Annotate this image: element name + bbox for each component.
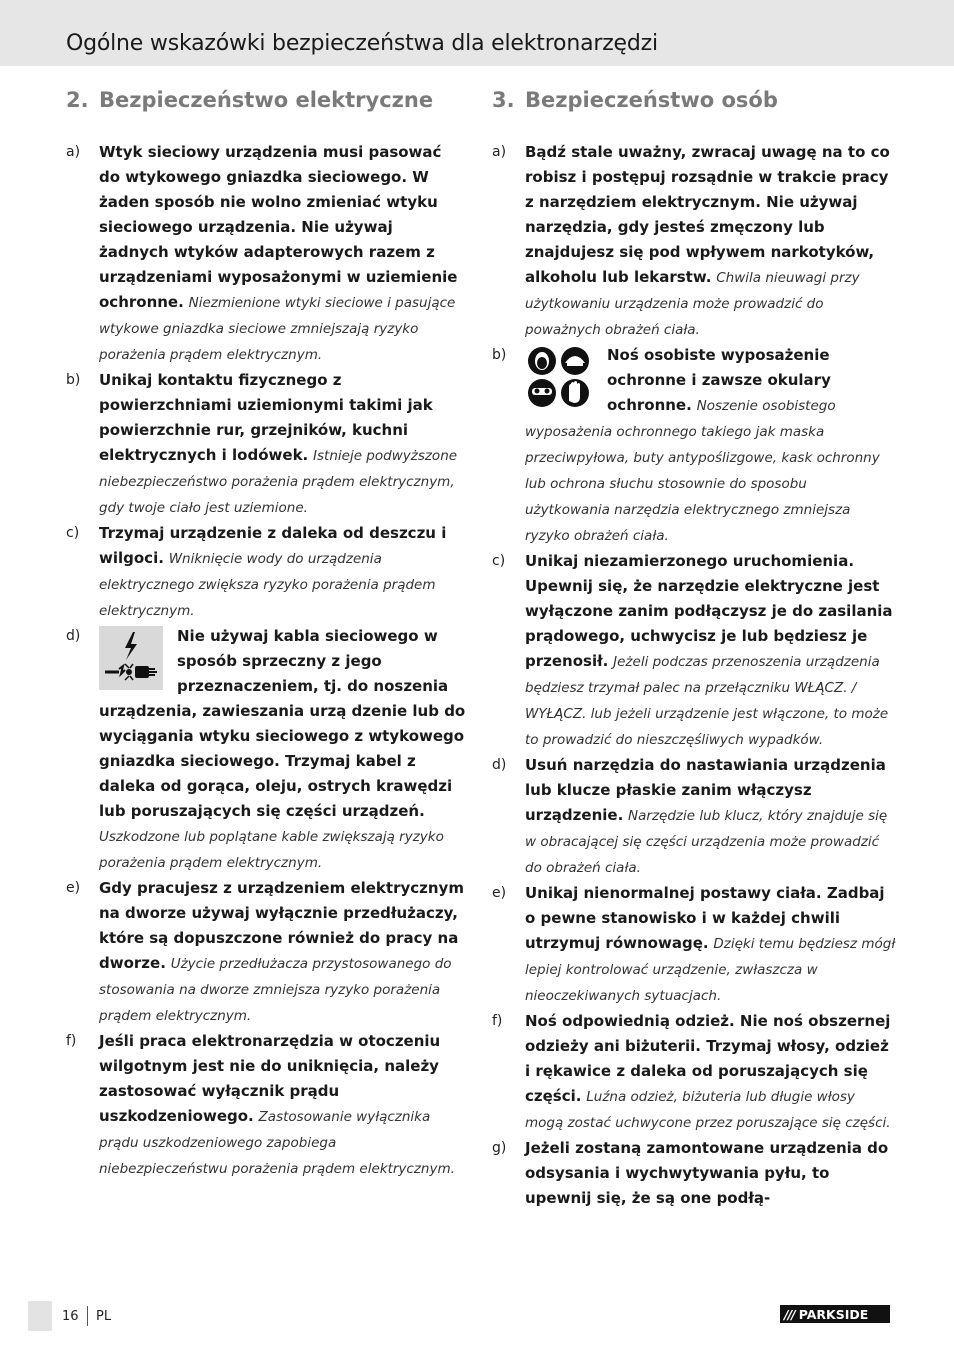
item-bold-text: Gdy pracujesz z urządzeniem elektrycznym na dworze używaj wyłącznie przedłużaczy, które są dopuszczone również do pracy na dworze.: [99, 879, 464, 972]
section-title-electrical: [66, 84, 466, 120]
item-letter: d): [492, 757, 507, 773]
right-column: [492, 84, 896, 1211]
item-letter: f): [492, 1013, 503, 1029]
item-bold-text: Unikaj niezamierzonego uruchomienia. Upewnij się, że narzędzie elektryczne jest wyłączone zanim podłączysz je do zasilania prądowego, uchwycisz je lub będziesz je przenosił.: [525, 552, 893, 670]
item-letter: e): [66, 880, 81, 896]
item-bold-text: Unikaj nienormalnej postawy ciała. Zadbaj o pewne stanowisko i w każdej chwili utrzymuj równowagę.: [525, 884, 885, 952]
language-code: PL: [96, 1309, 112, 1324]
item-letter: d): [66, 628, 81, 644]
list-item: [492, 140, 896, 343]
protective-equipment-icon: [525, 345, 593, 409]
item-italic-text: Chwila nieuwagi przy użytkowaniu urządzenia może prowadzić do poważnych obrażeń ciała.: [525, 270, 860, 338]
logo-text: PARKSIDE: [798, 1306, 869, 1322]
item-italic-text: Zastosowanie wyłącznika prądu uszkodzeniowego zapobiega niebezpieczeństwu porażenia prądem elektrycznym.: [99, 1109, 455, 1177]
list-item: [492, 1136, 896, 1211]
logo-stripes: ///: [784, 1306, 795, 1322]
item-letter: g): [492, 1140, 507, 1156]
item-bold-text: Noś odpowiednią odzież. Nie noś obszernej odzieży ani biżuterii. Trzymaj włosy, odzież i rękawice z daleka od poruszających się części.: [525, 1012, 891, 1105]
item-bold-text: Noś osobiste wyposażenie ochronne i zawsze okulary ochronne.: [607, 346, 831, 414]
item-bold-text: Trzymaj urządzenie z daleka od deszczu i wilgoci.: [99, 524, 447, 567]
item-italic-text: Dzięki temu będziesz mógł lepiej kontrolować urządzenie, zwłaszcza w nieoczekiwanych sytuacjach.: [525, 936, 896, 1004]
list-item: [492, 753, 896, 881]
list-item: [66, 876, 466, 1029]
item-letter: e): [492, 885, 507, 901]
item-letter: b): [492, 347, 507, 363]
item-bold-text: Bądź stale uważny, zwracaj uwagę na to co robisz i postępuj rozsądnie w trakcie pracy z narzędziem elektrycznym. Nie używaj narzędzia, gdy jesteś zmęczony lub znajdujesz się pod wpływem narkotyków, alkoholu lub lekarstw.: [525, 143, 890, 286]
section-title-text: Bezpieczeństwo osób: [525, 88, 778, 112]
left-column: [66, 84, 466, 1182]
section-number: 2.: [66, 88, 89, 112]
item-bold-text: Wtyk sieciowy urządzenia musi pasować do wtykowego gniazdka sieciowego. W żaden sposób nie wolno zmieniać wtyku sieciowego urządzenia. Nie używaj żadnych wtyków adapterowych razem z urządzeniami wyposażonymi w uziemienie ochronne.: [99, 143, 458, 311]
page-title: Ogólne wskazówki bezpieczeństwa dla elektronarzędzi: [66, 31, 658, 56]
footer-marker: [28, 1301, 52, 1331]
item-italic-text: Noszenie osobistego wyposażenia ochronnego takiego jak maska przeciwpyłowa, buty antypoślizgowe, kask ochronny lub ochrona słuchu stosownie do sposobu użytkowania narzędzia elektrycznego zmniejsza ryzyko obrażeń ciała.: [525, 398, 880, 544]
item-bold-text: Nie używaj kabla sieciowego w sposób sprzeczny z jego przeznaczeniem, tj. do noszenia urządzenia, zawieszania urzą dzenie lub do wyciągania wtyku sieciowego z wtykowego gniazdka sieciowego. Trzymaj kabel z daleka od gorąca, oleju, ostrych krawędzi lub poruszających się części urządzeń.: [99, 627, 466, 820]
item-letter: b): [66, 372, 81, 388]
item-italic-text: Luźna odzież, biżuteria lub długie włosy mogą zostać uchwycone przez poruszające się części.: [525, 1089, 891, 1131]
header-bar: [0, 0, 954, 66]
damaged-cable-warning-icon: [99, 626, 163, 690]
item-bold-text: Unikaj kontaktu fizycznego z powierzchniami uziemionymi takimi jak powierzchnie rur, grzejników, kuchni elektrycznych i lodówek.: [99, 371, 433, 464]
item-bold-text: Jeżeli zostaną zamontowane urządzenia do odsysania i wychwytywania pyłu, to upewnij się, że są one podłą-: [525, 1139, 889, 1207]
list-item: [66, 140, 466, 368]
item-bold-text: Usuń narzędzia do nastawiania urządzenia lub klucze płaskie zanim włączysz urządzenie.: [525, 756, 886, 824]
item-letter: a): [66, 144, 81, 160]
list-item: [66, 1029, 466, 1182]
section-title-personal: [492, 84, 896, 120]
list-item: [492, 343, 896, 549]
list-item: [66, 368, 466, 521]
section-title-text: Bezpieczeństwo elektryczne: [99, 88, 434, 112]
item-bold-text: Jeśli praca elektronarzędzia w otoczeniu wilgotnym jest nie do uniknięcia, należy zastosować wyłącznik prądu uszkodzeniowego.: [99, 1032, 441, 1125]
item-letter: a): [492, 144, 507, 160]
item-italic-text: Uszkodzone lub poplątane kable zwiększają ryzyko porażenia prądem elektrycznym.: [99, 829, 444, 871]
item-italic-text: Istnieje podwyższone niebezpieczeństwo porażenia prądem elektrycznym, gdy twoje ciało jest uziemione.: [99, 448, 458, 516]
item-italic-text: Narzędzie lub klucz, który znajduje się w obracającej się części urządzenia może prowadzić do obrażeń ciała.: [525, 808, 888, 876]
list-item: [492, 881, 896, 1009]
footer-divider: [87, 1306, 88, 1326]
item-letter: f): [66, 1033, 77, 1049]
list-item: [492, 1009, 896, 1136]
section-number: 3.: [492, 88, 515, 112]
list-item: [492, 549, 896, 753]
item-letter: c): [492, 553, 506, 569]
item-italic-text: Niezmienione wtyki sieciowe i pasujące wtykowe gniazdka sieciowe zmniejszają ryzyko porażenia prądem elektrycznym.: [99, 295, 456, 363]
item-italic-text: Jeżeli podczas przenoszenia urządzenia będziesz trzymał palec na przełączniku WŁĄCZ. / WYŁĄCZ. lub jeżeli urządzenie jest włączone, to może to prowadzić do nieszczęśliwych wypadków.: [525, 654, 889, 748]
list-item: [66, 521, 466, 624]
item-letter: c): [66, 525, 80, 541]
page-number: 16: [62, 1309, 79, 1324]
list-item: [66, 624, 466, 876]
item-italic-text: Wniknięcie wody do urządzenia elektrycznego zwiększa ryzyko porażenia prądem elektrycznym.: [99, 551, 436, 619]
parkside-logo: [780, 1305, 890, 1323]
item-italic-text: Użycie przedłużacza przystosowanego do stosowania na dworze zmniejsza ryzyko porażenia prądem elektrycznym.: [99, 956, 452, 1024]
